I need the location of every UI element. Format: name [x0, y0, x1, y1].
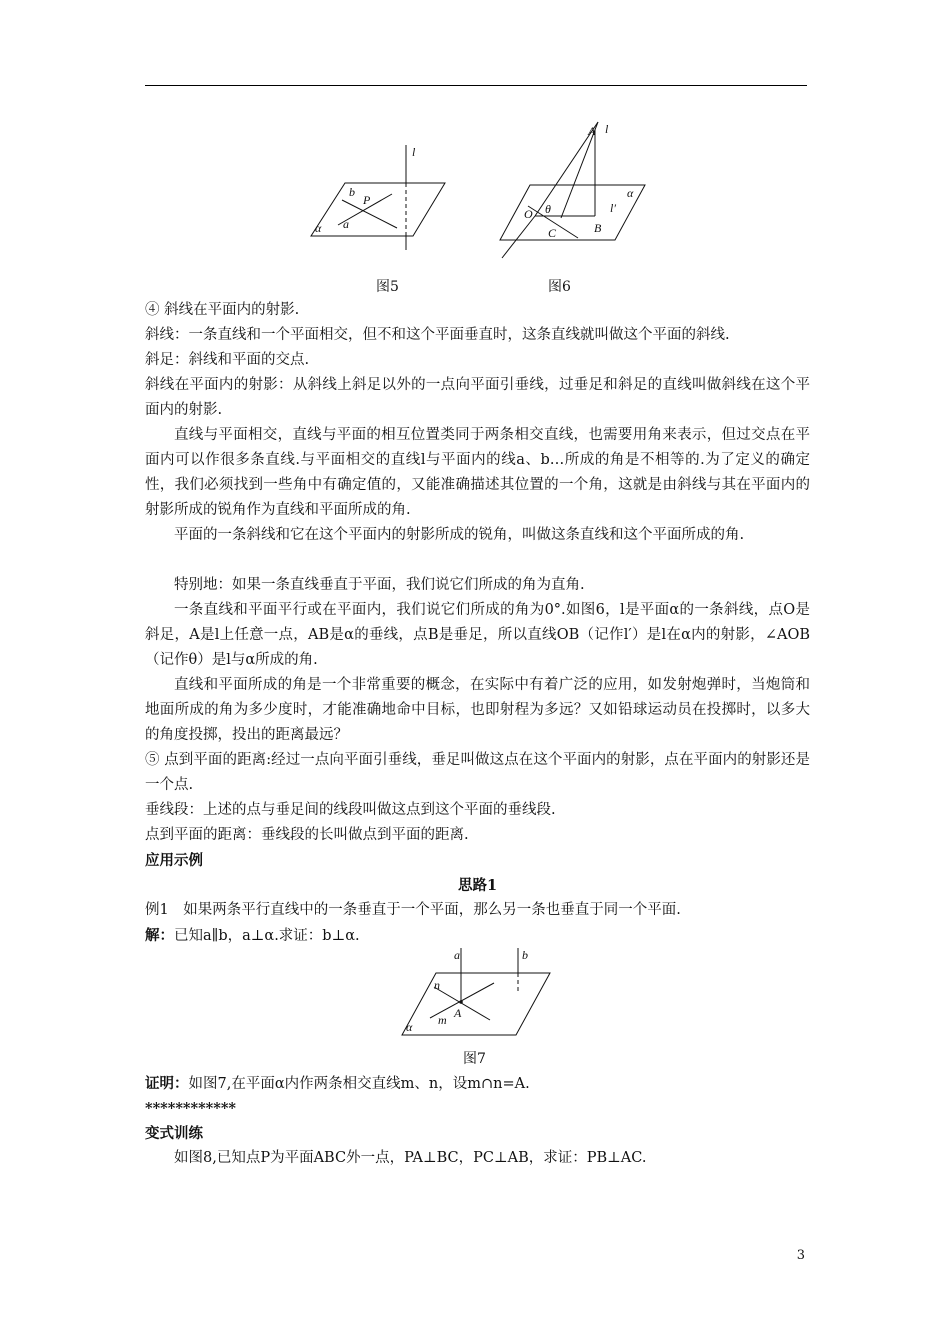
fig7-label-m: m	[438, 1013, 447, 1027]
variant-title: 变式训练	[145, 1125, 203, 1142]
def-projection: 斜线在平面内的射影：从斜线上斜足以外的一点向平面引垂线，过垂足和斜足的直线叫做斜线在这个平面内的射影.	[145, 377, 810, 418]
def-perpendicular-segment: 垂线段：上述的点与垂足间的线段叫做这点到这个平面的垂线段.	[145, 802, 556, 818]
figure-6	[490, 120, 650, 260]
fig6-label-l: l	[605, 122, 609, 136]
para-intersect: 直线与平面相交，直线与平面的相互位置类同于两条相交直线，也需要用角来表示，但过交点在平面内可以作很多条直线.与平面相交的直线l与平面内的线a、b…所成的角是不相等的.为了定义的确定性，我们必须找到一些角中有确定值的，又能准确描述其位置的一个角，这就是由斜线与其在平面内的射影所成的锐角作为直线和平面所成的角.	[145, 427, 810, 518]
fig6-label-o: O	[524, 207, 533, 221]
def-oblique-foot: 斜足：斜线和平面的交点.	[145, 352, 310, 368]
application-title: 应用示例	[145, 852, 203, 869]
example-1: 例1 如果两条平行直线中的一条垂直于一个平面，那么另一条也垂直于同一个平面.	[145, 902, 681, 918]
fig6-label-b: B	[594, 221, 602, 235]
fig5-label-l: l	[412, 145, 416, 159]
fig6-label-alpha: α	[627, 186, 634, 200]
fig6-label-a: A	[588, 124, 596, 138]
def-oblique-line: 斜线：一条直线和一个平面相交，但不和这个平面垂直时，这条直线就叫做这个平面的斜线.	[145, 327, 730, 343]
fig7-label-point-a: A	[454, 1006, 462, 1020]
para-special-case: 特别地：如果一条直线垂直于平面，我们说它们所成的角为直角.	[174, 577, 585, 593]
figure-6-caption: 图6	[548, 279, 571, 295]
figure-5	[305, 140, 455, 255]
proof-line	[145, 1071, 810, 1097]
def-line-plane-angle: 平面的一条斜线和它在这个平面内的射影所成的锐角，叫做这条直线和这个平面所成的角.	[174, 527, 745, 543]
section-4-title: ④ 斜线在平面内的射影.	[145, 302, 300, 318]
fig7-label-alpha: α	[406, 1020, 413, 1034]
page-number: 3	[796, 1248, 805, 1263]
fig7-label-n: n	[434, 978, 440, 992]
fig6-label-theta: θ	[545, 202, 551, 216]
solution-label: 解：	[145, 927, 174, 944]
variant-exercise: 如图8,已知点P为平面ABC外一点，PA⊥BC，PC⊥AB，求证：PB⊥AC.	[174, 1150, 647, 1166]
fig5-label-b: b	[349, 185, 355, 199]
figure-7	[398, 945, 558, 1040]
idea-title: 思路1	[457, 877, 498, 894]
figure-5-caption: 图5	[376, 279, 399, 295]
proof-text: 如图7,在平面α内作两条相交直线m、n，设m∩n=A.	[188, 1076, 530, 1092]
fig6-label-lprime: l′	[610, 201, 616, 215]
proof-label: 证明：	[145, 1075, 189, 1092]
fig7-label-a: a	[454, 948, 460, 962]
para-importance: 直线和平面所成的角是一个非常重要的概念，在实际中有着广泛的应用，如发射炮弹时，当炮筒和地面所成的角为多少度时，才能准确地命中目标，也即射程为多远？又如铅球运动员在投掷时，以多大的角度投掷，投出的距离最远？	[145, 677, 810, 743]
header-rule	[145, 85, 807, 86]
fig5-label-a: a	[343, 217, 349, 231]
fig5-label-p: P	[363, 193, 371, 207]
def-point-plane-distance: 点到平面的距离：垂线段的长叫做点到平面的距离.	[145, 827, 469, 843]
section-5-distance: ⑤ 点到平面的距离:经过一点向平面引垂线，垂足叫做这点在这个平面内的射影，点在平面内的射影还是一个点.	[145, 752, 810, 793]
fig6-label-c: C	[548, 226, 557, 240]
stars-separator: ************	[145, 1100, 236, 1117]
para-zero-angle: 一条直线和平面平行或在平面内，我们说它们所成的角为0°.如图6，l是平面α的一条斜线，点O是斜足，A是l上任意一点，AB是α的垂线，点B是垂足，所以直线OB（记作l′）是l在α内的射影，∠AOB（记作θ）是l与α所成的角.	[145, 602, 810, 668]
fig5-label-alpha: α	[315, 221, 322, 235]
solution-text: 已知a∥b，a⊥α.求证：b⊥α.	[174, 928, 360, 944]
figure-7-caption: 图7	[463, 1051, 486, 1067]
fig7-label-b: b	[522, 948, 528, 962]
